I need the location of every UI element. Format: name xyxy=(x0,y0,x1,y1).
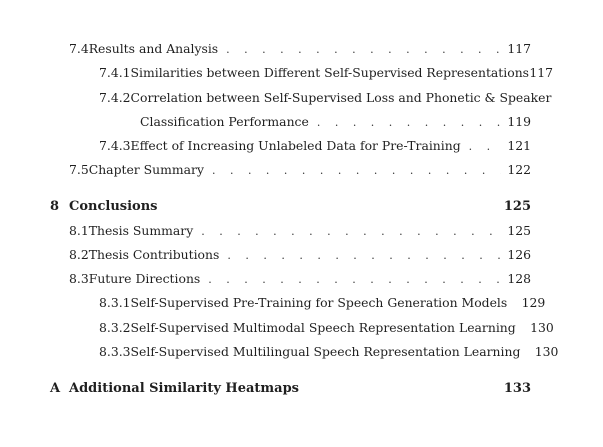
section-title: Similarities between Different Self-Supervised Representations xyxy=(130,65,530,80)
section-title: Chapter Summary xyxy=(88,162,204,177)
section-number: 7.4.1 xyxy=(99,65,131,80)
page-number: 129 xyxy=(521,295,546,310)
toc-entry-7-4[interactable] xyxy=(69,41,531,58)
section-number: 7.5 xyxy=(69,162,89,177)
toc-chapter-8[interactable] xyxy=(50,199,531,215)
section-title: Self-Supervised Pre-Training for Speech Generation Models xyxy=(130,295,508,310)
page-number: 130 xyxy=(534,344,559,359)
page-number: 125 xyxy=(507,223,531,238)
appendix-letter: A xyxy=(50,381,61,396)
dot-leader xyxy=(201,224,501,240)
page-number: 122 xyxy=(507,162,531,177)
page-number: 133 xyxy=(503,381,531,396)
page-number: 130 xyxy=(530,320,554,335)
toc-entry-7-4-2-continued[interactable] xyxy=(140,114,531,131)
page-number: 117 xyxy=(529,65,554,80)
chapter-number: 8 xyxy=(50,199,60,214)
section-number: 7.4 xyxy=(69,41,89,56)
section-number: 8.3 xyxy=(69,271,89,286)
section-title: Thesis Summary xyxy=(88,223,194,238)
dot-leader xyxy=(226,42,501,58)
page-number: 126 xyxy=(507,247,531,262)
dot-leader xyxy=(227,248,501,264)
section-title: Self-Supervised Multimodal Speech Representation Learning xyxy=(130,320,516,335)
toc-entry-8-3[interactable] xyxy=(69,271,531,288)
section-title: Thesis Contributions xyxy=(88,247,220,262)
toc-entry-8-3-2[interactable] xyxy=(99,320,554,337)
section-number: 7.4.2 xyxy=(99,90,131,105)
toc-entry-7-4-1[interactable] xyxy=(99,65,554,81)
section-number: 7.4.3 xyxy=(99,138,131,153)
appendix-title: Additional Similarity Heatmaps xyxy=(69,381,299,396)
section-title-continued: Classification Performance xyxy=(140,114,309,129)
section-number: 8.1 xyxy=(69,223,89,238)
page-number: 117 xyxy=(507,41,531,56)
dot-leader xyxy=(469,139,501,155)
section-number: 8.3.1 xyxy=(99,295,131,310)
section-number: 8.3.2 xyxy=(99,320,131,335)
toc-entry-8-3-3[interactable] xyxy=(99,344,559,361)
section-title: Self-Supervised Multilingual Speech Representation Learning xyxy=(130,344,521,359)
section-title: Correlation between Self-Supervised Loss and Phonetic & Speaker xyxy=(130,90,552,105)
toc-entry-7-4-3[interactable] xyxy=(99,138,531,155)
section-title: Results and Analysis xyxy=(88,41,219,56)
toc-entry-7-4-2[interactable] xyxy=(99,90,552,106)
dot-leader xyxy=(212,163,501,179)
section-title: Effect of Increasing Unlabeled Data for Pre-Training xyxy=(130,138,461,153)
page-number: 119 xyxy=(507,114,531,129)
dot-leader xyxy=(208,272,501,288)
page-number: 125 xyxy=(503,199,531,214)
toc-appendix-a[interactable] xyxy=(50,381,531,397)
chapter-title: Conclusions xyxy=(69,199,158,214)
page-number: 128 xyxy=(507,271,531,286)
toc-entry-7-5[interactable] xyxy=(69,162,531,179)
toc-entry-8-2[interactable] xyxy=(69,247,531,264)
toc-entry-8-1[interactable] xyxy=(69,223,531,240)
section-number: 8.2 xyxy=(69,247,89,262)
toc-entry-8-3-1[interactable] xyxy=(99,295,546,312)
section-title: Future Directions xyxy=(88,271,201,286)
section-number: 8.3.3 xyxy=(99,344,131,359)
dot-leader xyxy=(317,115,501,131)
page-number: 121 xyxy=(507,138,531,153)
